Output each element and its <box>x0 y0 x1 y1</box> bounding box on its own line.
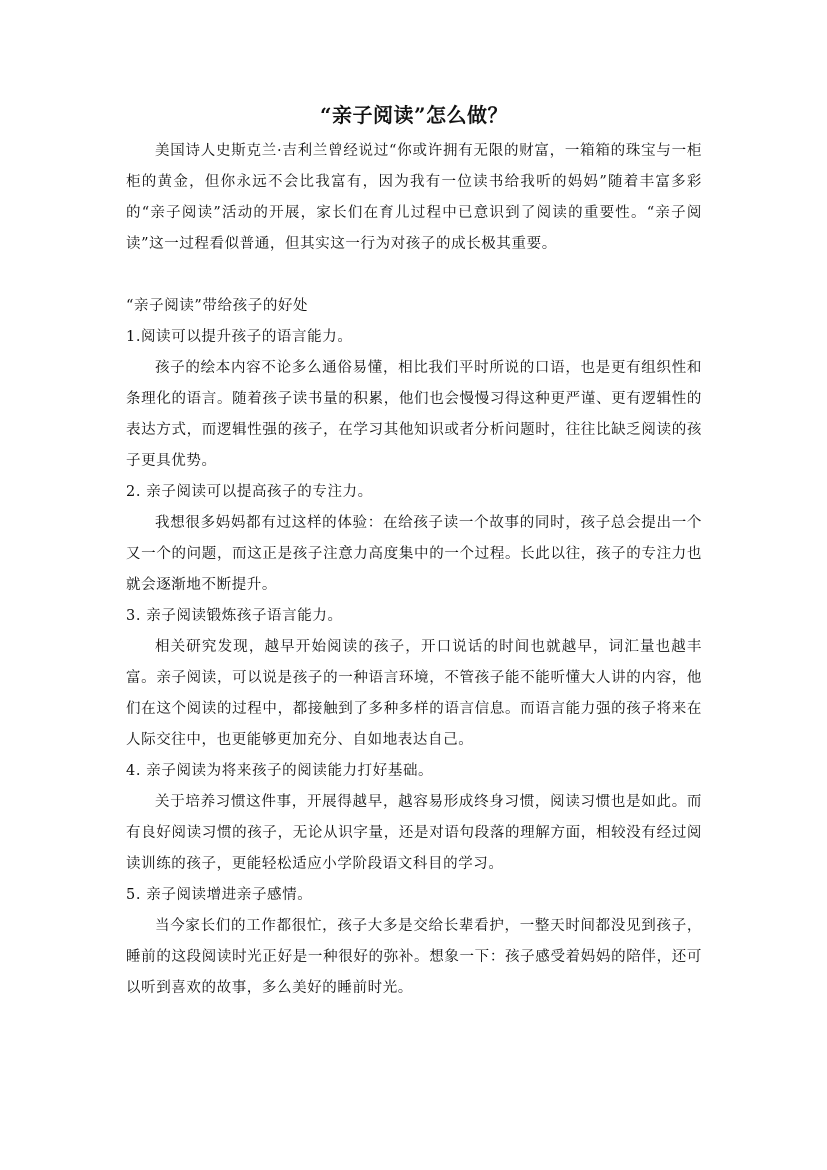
item-heading-3: 3. 亲子阅读锻炼孩子语言能力。 <box>126 608 343 624</box>
item-heading-2: 2. 亲子阅读可以提高孩子的专注力。 <box>126 484 373 500</box>
item-body-2: 我想很多妈妈都有过这样的体验：在给孩子读一个故事的同时，孩子总会提出一个又一个的问题，而这正是孩子注意力高度集中的一个过程。长此以往，孩子的专注力也就会逐渐地不断提升。 <box>126 515 702 593</box>
document-title: “亲子阅读”怎么做？ <box>319 103 508 127</box>
item-heading-4: 4. 亲子阅读为将来孩子的阅读能力打好基础。 <box>126 763 434 779</box>
item-body-1: 孩子的绘本内容不论多么通俗易懂，相比我们平时所说的口语，也是更有组织性和条理化的语言。随着孩子读书量的积累，他们也会慢慢习得这种更严谨、更有逻辑性的表达方式，而逻辑性强的孩子，在学习其他知识或者分析问题时，往往比缺乏阅读的孩子更具优势。 <box>126 360 702 469</box>
item-heading-1: 1.阅读可以提升孩子的语言能力。 <box>126 329 353 345</box>
intro-paragraph: 美国诗人史斯克兰·吉利兰曾经说过“你或许拥有无限的财富，一箱箱的珠宝与一柜柜的黄金，但你永远不会比我富有，因为我有一位读书给我听的妈妈”随着丰富多彩的“亲子阅读”活动的开展，家长们在育儿过程中已意识到了阅读的重要性。“亲子阅读”这一过程看似普通，但其实这一行为对孩子的成长极其重要。 <box>126 143 702 252</box>
item-body-3: 相关研究发现，越早开始阅读的孩子，开口说话的时间也就越早，词汇量也越丰富。亲子阅读，可以说是孩子的一种语言环境，不管孩子能不能听懂大人讲的内容，他们在这个阅读的过程中，都接触到了多种多样的语言信息。而语言能力强的孩子将来在人际交往中，也更能够更加充分、自如地表达自己。 <box>126 639 702 748</box>
item-body-4: 关于培养习惯这件事，开展得越早，越容易形成终身习惯，阅读习惯也是如此。而有良好阅读习惯的孩子，无论从识字量，还是对语句段落的理解方面，相较没有经过阅读训练的孩子，更能轻松适应小学阶段语文科目的学习。 <box>126 794 702 872</box>
item-body-5: 当今家长们的工作都很忙，孩子大多是交给长辈看护，一整天时间都没见到孩子，睡前的这段阅读时光正好是一种很好的弥补。想象一下：孩子感受着妈妈的陪伴，还可以听到喜欢的故事，多么美好的睡前时光。 <box>126 918 702 996</box>
document-content <box>126 101 702 1004</box>
section-heading: “亲子阅读”带给孩子的好处 <box>126 298 309 314</box>
blank-line <box>126 260 702 291</box>
item-heading-5: 5. 亲子阅读增进亲子感情。 <box>126 887 313 903</box>
